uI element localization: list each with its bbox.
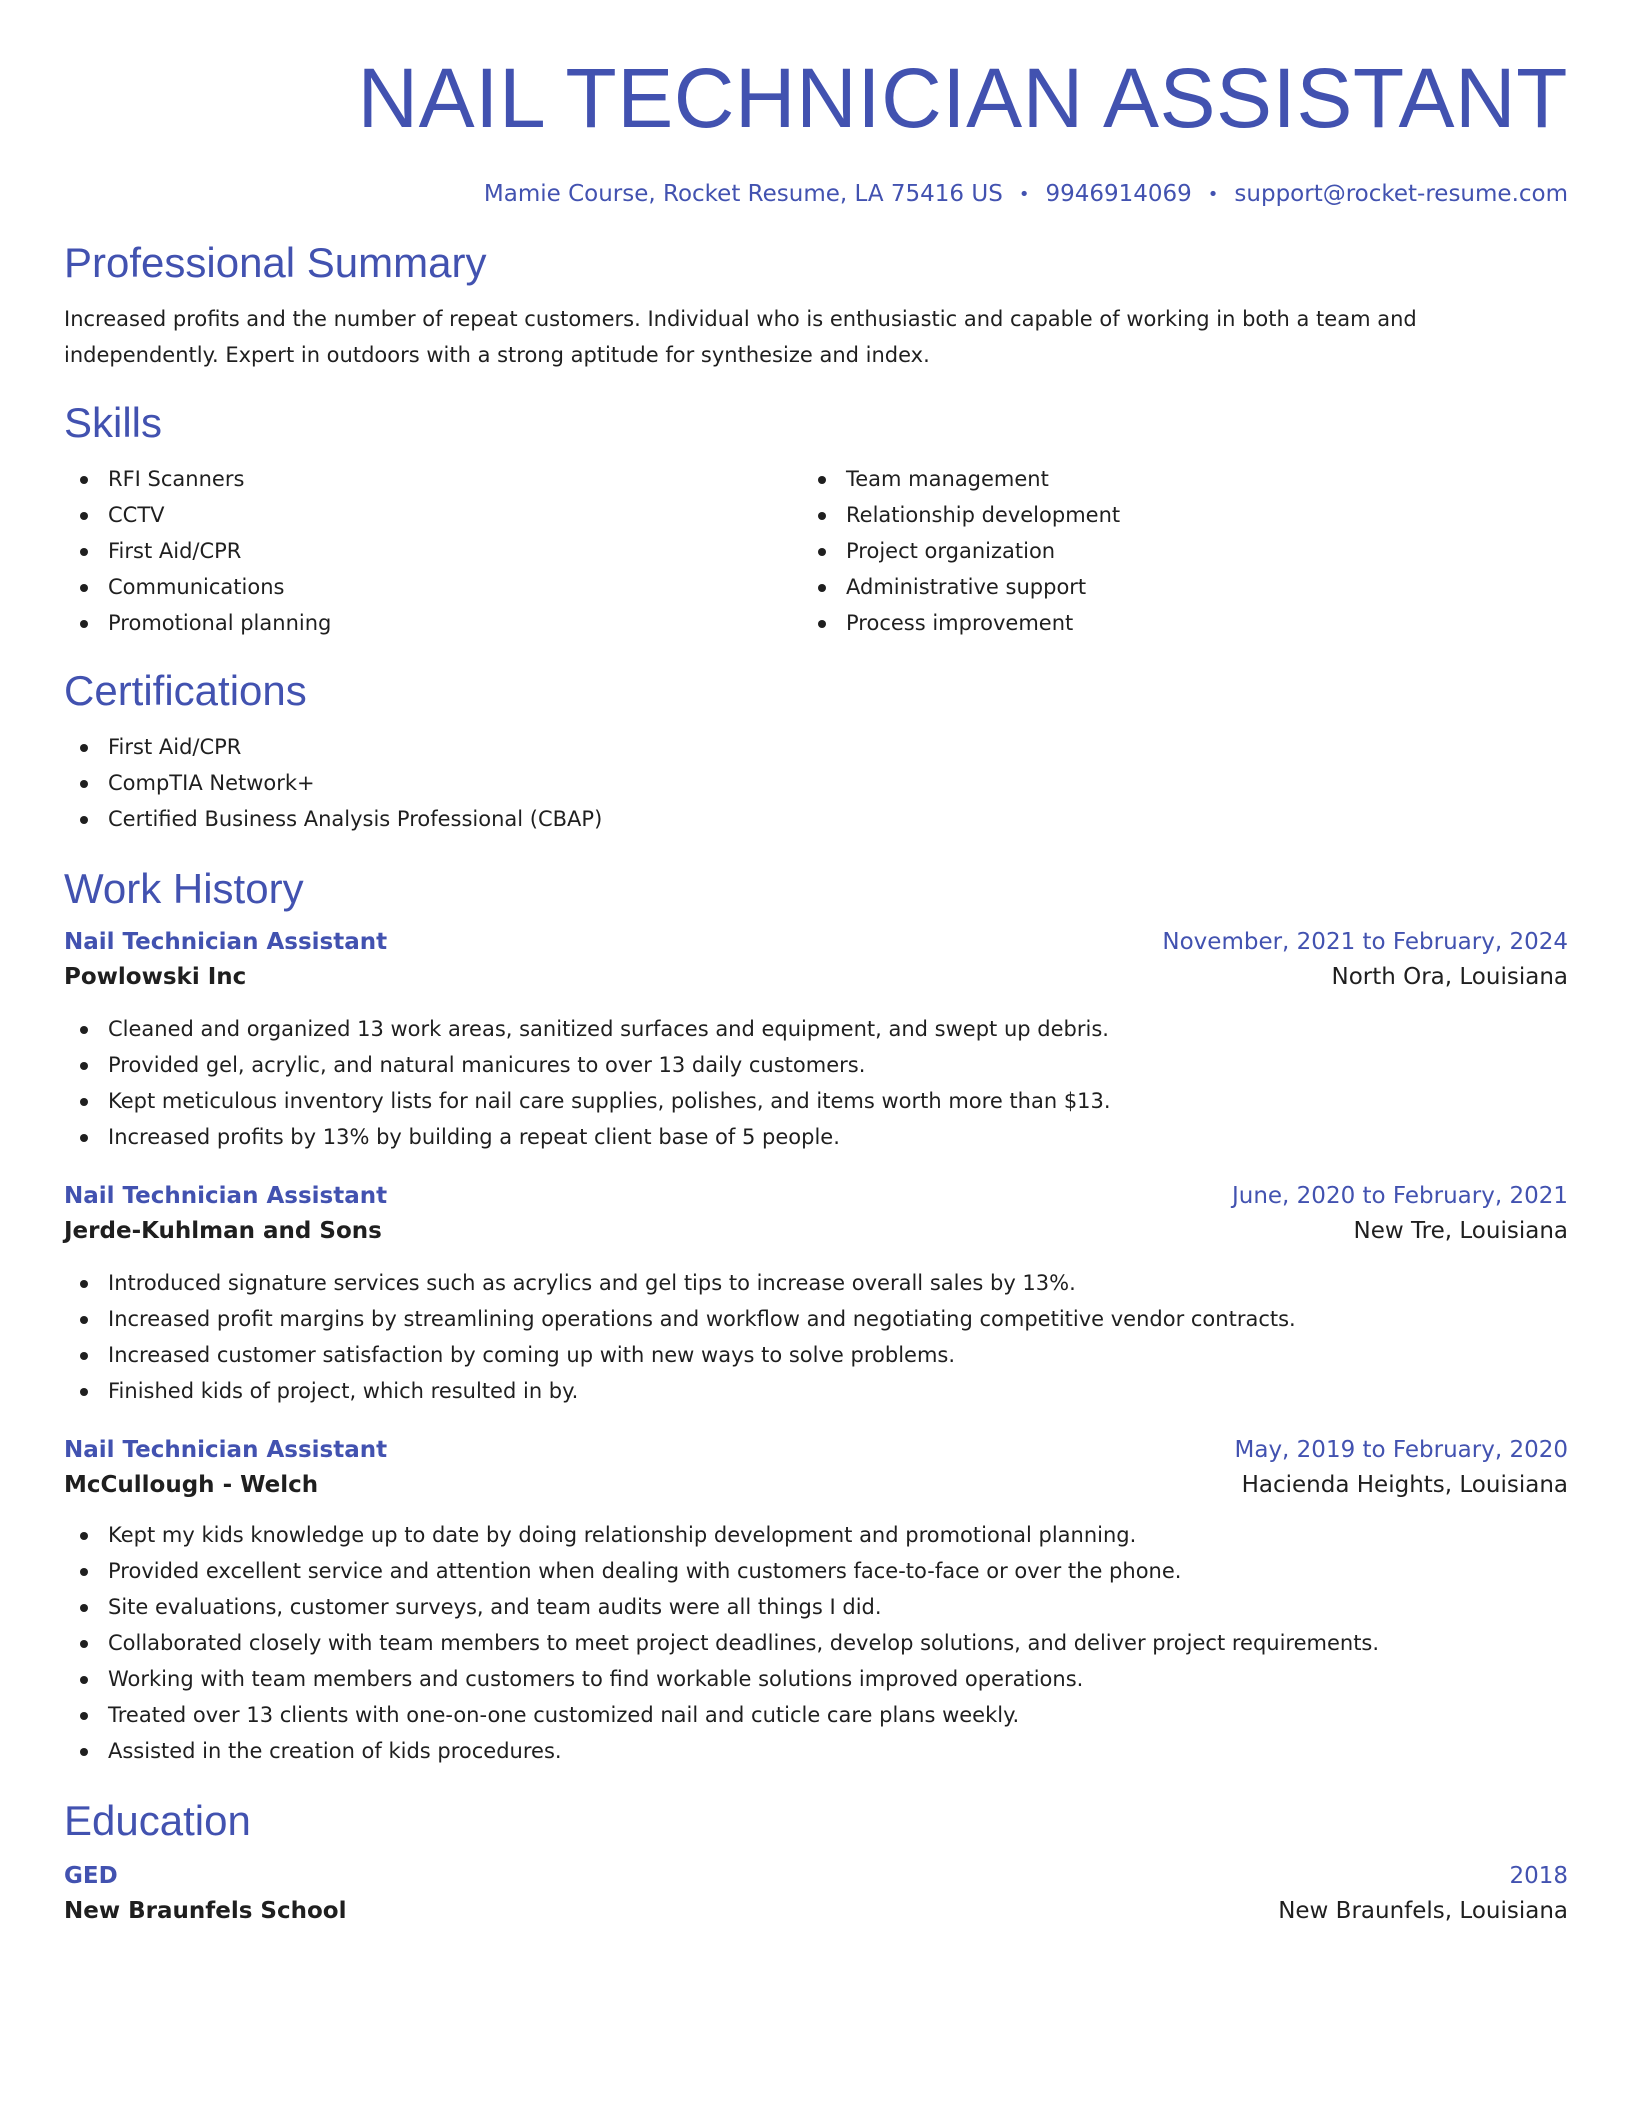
skills-grid [64, 461, 1568, 641]
bullet-separator-icon: • [1207, 183, 1219, 205]
certification-item: CompTIA Network+ [108, 765, 1568, 801]
job-bullet: Increased profits by 13% by building a repeat client base of 5 people. [108, 1119, 1568, 1155]
job-entry [64, 1433, 1568, 1769]
work-history-heading: Work History [64, 864, 304, 912]
job-dates: November, 2021 to February, 2024 [1162, 928, 1568, 955]
skill-item: Administrative support [846, 569, 1540, 605]
job-company: Powlowski Inc [64, 963, 247, 990]
skill-item: Promotional planning [108, 605, 802, 641]
job-header-row [64, 1433, 1568, 1467]
job-company-row [64, 959, 1568, 995]
certifications-list [64, 729, 1568, 837]
resume-title: NAIL TECHNICIAN ASSISTANT [357, 51, 1568, 145]
skill-item: Communications [108, 569, 802, 605]
certification-item: Certified Business Analysis Professional (CBAP) [108, 801, 1568, 837]
job-entry [64, 925, 1568, 1155]
job-location: North Ora, Louisiana [1331, 963, 1568, 990]
job-bullet: Treated over 13 clients with one-on-one customized nail and cuticle care plans weekly. [108, 1697, 1568, 1733]
job-bullet: Provided excellent service and attention when dealing with customers face-to-face or over the phone. [108, 1553, 1568, 1589]
job-entry [64, 1179, 1568, 1409]
job-bullets [64, 1011, 1568, 1155]
skill-item: Team management [846, 461, 1540, 497]
contact-line [64, 178, 1568, 211]
education-year: 2018 [1509, 1862, 1568, 1889]
skills-column-right [802, 461, 1540, 641]
job-bullets [64, 1265, 1568, 1409]
job-title: Nail Technician Assistant [64, 928, 388, 955]
skills-list-right [802, 461, 1540, 641]
job-header-row [64, 925, 1568, 959]
job-bullet: Finished kids of project, which resulted in by. [108, 1373, 1568, 1409]
summary-text: Increased profits and the number of repeat customers. Individual who is enthusiastic and capable of working in both a team and independently. Expert in outdoors with a strong aptitude for synthesize and index. [64, 306, 1417, 367]
job-bullet: Assisted in the creation of kids procedures. [108, 1733, 1568, 1769]
education-header-row [64, 1859, 1568, 1893]
job-dates: June, 2020 to February, 2021 [1231, 1182, 1568, 1209]
skill-item: CCTV [108, 497, 802, 533]
job-bullet: Site evaluations, customer surveys, and team audits were all things I did. [108, 1589, 1568, 1625]
job-bullet: Working with team members and customers to find workable solutions improved operations. [108, 1661, 1568, 1697]
certification-item: First Aid/CPR [108, 729, 1568, 765]
job-company-row [64, 1467, 1568, 1503]
education-school: New Braunfels School [64, 1897, 347, 1924]
skill-item: Process improvement [846, 605, 1540, 641]
job-bullet: Increased profit margins by streamlining operations and workflow and negotiating competitive vendor contracts. [108, 1301, 1568, 1337]
job-bullet: Cleaned and organized 13 work areas, sanitized surfaces and equipment, and swept up debris. [108, 1011, 1568, 1047]
job-title: Nail Technician Assistant [64, 1436, 388, 1463]
job-company: McCullough - Welch [64, 1471, 319, 1498]
job-dates: May, 2019 to February, 2020 [1234, 1436, 1568, 1463]
job-bullet: Kept my kids knowledge up to date by doing relationship development and promotional planning. [108, 1517, 1568, 1553]
job-bullet: Provided gel, acrylic, and natural manicures to over 13 daily customers. [108, 1047, 1568, 1083]
job-bullet: Increased customer satisfaction by coming up with new ways to solve problems. [108, 1337, 1568, 1373]
job-location: Hacienda Heights, Louisiana [1241, 1471, 1568, 1498]
job-bullet: Introduced signature services such as acrylics and gel tips to increase overall sales by 13%. [108, 1265, 1568, 1301]
education-school-row [64, 1893, 1568, 1929]
education-heading: Education [64, 1796, 251, 1844]
bullet-separator-icon: • [1018, 183, 1030, 205]
job-company-row [64, 1213, 1568, 1249]
job-bullet: Kept meticulous inventory lists for nail care supplies, polishes, and items worth more than $13. [108, 1083, 1568, 1119]
education-degree: GED [64, 1862, 118, 1889]
skill-item: First Aid/CPR [108, 533, 802, 569]
job-bullet: Collaborated closely with team members to meet project deadlines, develop solutions, and deliver project requirements. [108, 1625, 1568, 1661]
phone-text: 9946914069 [1045, 181, 1192, 207]
skills-heading: Skills [64, 398, 163, 446]
job-company: Jerde-Kuhlman and Sons [64, 1217, 382, 1244]
skill-item: Project organization [846, 533, 1540, 569]
education-location: New Braunfels, Louisiana [1278, 1897, 1568, 1924]
skills-list-left [64, 461, 802, 641]
skills-column-left [64, 461, 802, 641]
address-text: Mamie Course, Rocket Resume, LA 75416 US [483, 181, 1003, 207]
skill-item: Relationship development [846, 497, 1540, 533]
job-bullets [64, 1517, 1568, 1769]
job-header-row [64, 1179, 1568, 1213]
email-text: support@rocket-resume.com [1234, 181, 1568, 207]
summary-heading: Professional Summary [64, 238, 487, 286]
job-location: New Tre, Louisiana [1353, 1217, 1568, 1244]
education-entry [64, 1859, 1568, 1929]
skill-item: RFI Scanners [108, 461, 802, 497]
certifications-heading: Certifications [64, 666, 307, 714]
job-title: Nail Technician Assistant [64, 1182, 388, 1209]
